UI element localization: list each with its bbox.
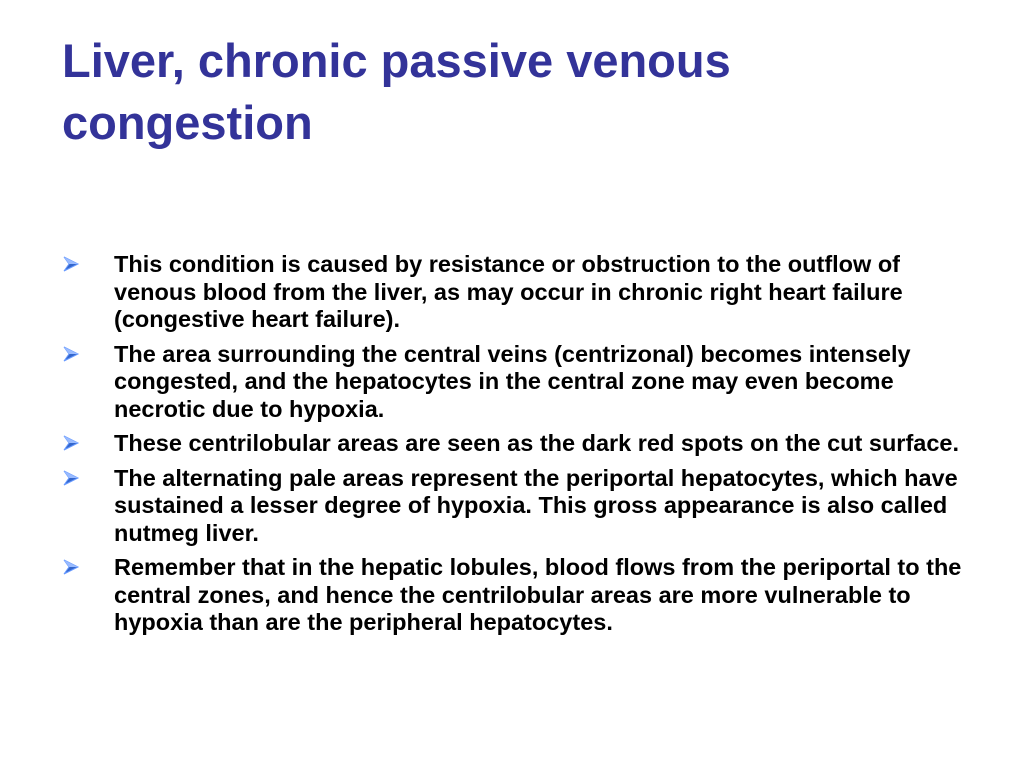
bullet-text: These centrilobular areas are seen as the dark red spots on the cut surface.: [114, 430, 960, 456]
arrow-bullet-icon: [62, 469, 80, 487]
bullet-item: [62, 341, 972, 424]
bullet-text: The area surrounding the central veins (centrizonal) becomes intensely congested, and the hepatocytes in the central zone may even become necrotic due to hypoxia.: [114, 340, 911, 422]
bullet-item: [62, 465, 972, 548]
arrow-bullet-icon: [62, 434, 80, 452]
bullet-item: [62, 430, 972, 458]
arrow-bullet-icon: [62, 255, 80, 273]
bullet-list: [62, 251, 972, 644]
bullet-item: [62, 554, 972, 637]
slide-title: Liver, chronic passive venous congestion: [62, 34, 731, 149]
bullet-text: Remember that in the hepatic lobules, blood flows from the periportal to the central zones, and hence the centrilobular areas are more vulnerable to hypoxia than are the peripheral hepatocytes.: [114, 554, 962, 635]
arrow-bullet-icon: [62, 345, 80, 363]
bullet-text: This condition is caused by resistance or obstruction to the outflow of venous blood from the liver, as may occur in chronic right heart failure (congestive heart failure).: [114, 251, 903, 332]
bullet-text: The alternating pale areas represent the periportal hepatocytes, which have sustained a lesser degree of hypoxia. This gross appearance is also called nutmeg liver.: [114, 464, 958, 546]
arrow-bullet-icon: [62, 558, 80, 576]
bullet-item: [62, 251, 972, 334]
